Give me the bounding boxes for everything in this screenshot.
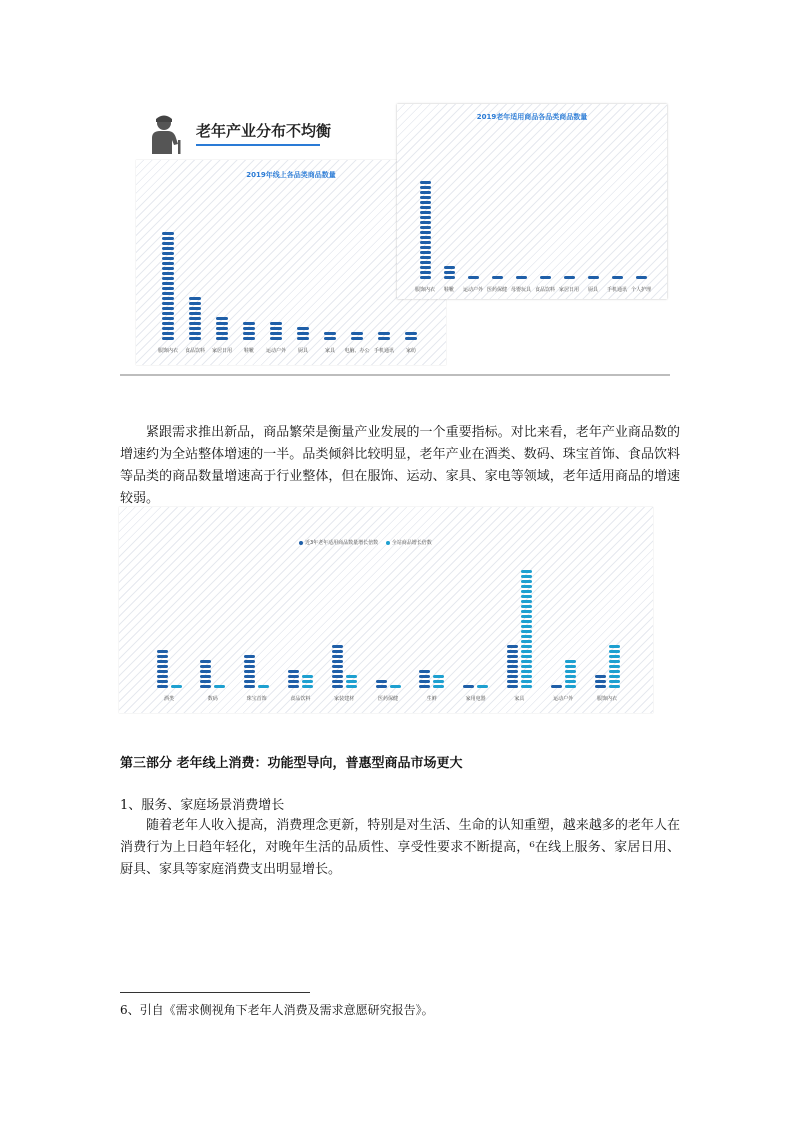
bar-segment [243,337,255,340]
bar-segment [419,685,430,688]
bar-segment [189,307,201,310]
bar-segment [302,685,313,688]
bar-segment [270,322,282,325]
bar-segment [162,287,174,290]
bar-segment [420,201,431,204]
bar-segment [346,675,357,678]
bar-segment [297,327,309,330]
paragraph: 紧跟需求推出新品，商品繁荣是衡量产业发展的一个重要指标。对比来看，老年产业商品数的增速约为全站整体增速的一半。品类倾斜比较明显，老年产业在酒类、数码、珠宝首饰、食品饮料等品类的商品数量增速高于行业整体，但在服饰、运动、家具、家电等领域，老年适用商品的增速较弱。 [120,425,680,506]
bar-segment [565,685,576,688]
section-title: 第三部分 老年线上消费：功能型导向，普惠型商品市场更大 [120,756,463,771]
bar-segment [302,680,313,683]
bar-segment [609,665,620,668]
bar-segment [216,337,228,340]
bar-segment [468,276,479,279]
category-label: 运动户外 [462,287,484,293]
bar-segment [157,670,168,673]
bar-segment [609,650,620,653]
bar-segment [332,680,343,683]
bar-segment [243,332,255,335]
bar-segment [157,680,168,683]
bar-segment [332,655,343,658]
bar-segment [288,680,299,683]
bar-segment [200,660,211,663]
bar-segment [609,655,620,658]
bar-segment [216,327,228,330]
bar-segment [565,680,576,683]
category-label: 家居日用 [558,287,580,293]
bar-segment [157,665,168,668]
category-label: 运动户外 [553,696,574,702]
bar-segment [507,665,518,668]
category-label: 服饰内衣 [157,348,179,354]
bar-segment [595,685,606,688]
category-label: 珠宝首饰 [246,696,267,702]
bar-segment [376,685,387,688]
bar-segment [162,327,174,330]
legend-label: 近3年老年适用商品数量增长倍数 [305,540,379,546]
bar-segment [419,670,430,673]
bar-segment [162,297,174,300]
bar-segment [609,685,620,688]
bar-segment [521,630,532,633]
bar-segment [507,650,518,653]
bar-segment [157,675,168,678]
bar-segment [297,332,309,335]
bar-segment [564,276,575,279]
bar-segment [521,625,532,628]
bar-segment [420,256,431,259]
bar-segment [609,680,620,683]
bar-segment [258,685,269,688]
bar-segment [332,670,343,673]
bar-segment [157,685,168,688]
bar-segment [565,660,576,663]
bar-segment [244,660,255,663]
footnote: 6、引自《需求侧视角下老年人消费及需求意愿研究报告》。 [120,1003,434,1017]
bar-segment [444,271,455,274]
bar-segment [420,251,431,254]
bar-segment [302,675,313,678]
bar-segment [420,226,431,229]
bar-segment [636,276,647,279]
category-label: 食品饮料 [184,348,206,354]
bar-segment [189,337,201,340]
bar-segment [332,650,343,653]
category-label: 厨具 [587,287,599,293]
bar-segment [332,645,343,648]
legend-label: 全站商品增长倍数 [391,540,432,546]
bar-segment [420,271,431,274]
bar-segment [521,650,532,653]
bar-segment [243,327,255,330]
bar-segment [162,317,174,320]
bar-segment [420,186,431,189]
bar-segment [507,655,518,658]
bar-segment [162,272,174,275]
bar-segment [463,685,474,688]
bar-segment [332,660,343,663]
category-label: 电脑、办公 [344,348,370,354]
bar-segment [189,312,201,315]
bar-segment [288,675,299,678]
bar-segment [521,670,532,673]
bar-segment [420,196,431,199]
bar-segment [216,322,228,325]
bar-segment [540,276,551,279]
chart-bars [397,104,667,299]
bar-segment [162,307,174,310]
category-label: 鞋靴 [443,287,455,293]
category-label: 生鲜 [426,696,437,702]
bar-segment [200,680,211,683]
category-label: 厨具 [297,348,309,354]
bar-segment [324,337,336,340]
bar-segment [521,600,532,603]
bar-segment [378,337,390,340]
bar-segment [588,276,599,279]
chart-title: 2019老年适用商品各品类商品数量 [476,113,588,121]
bar-segment [157,655,168,658]
category-label: 服饰内衣 [596,696,618,702]
bar-segment [346,680,357,683]
footnote-rule [120,992,310,993]
bar-segment [609,675,620,678]
bar-segment [332,665,343,668]
bar-segment [332,685,343,688]
bar-segment [162,247,174,250]
bar-segment [521,660,532,663]
bar-segment [420,221,431,224]
category-label: 运动户外 [265,348,287,354]
category-label: 家纺 [405,348,417,354]
bar-segment [378,332,390,335]
bar-segment [521,640,532,643]
bar-segment [216,332,228,335]
category-label: 服饰内衣 [414,287,436,293]
bar-segment [157,650,168,653]
bar-segment [189,302,201,305]
bar-segment [270,337,282,340]
bar-segment [214,685,225,688]
bar-segment [420,266,431,269]
bar-segment [189,322,201,325]
bar-segment [492,276,503,279]
bar-segment [507,675,518,678]
bar-segment [521,665,532,668]
bar-segment [507,670,518,673]
chart-growth-multiple [119,507,653,713]
category-label: 手机通讯 [606,287,628,293]
bar-segment [244,685,255,688]
bar-segment [297,337,309,340]
elderly-person-icon [144,114,188,156]
bar-segment [507,685,518,688]
bar-segment [420,211,431,214]
bar-segment [162,322,174,325]
category-label: 手机通讯 [373,348,395,354]
bar-segment [162,332,174,335]
bar-segment [551,685,562,688]
category-label: 家具 [514,696,525,702]
banner-title: 老年产业分布不均衡 [196,122,332,140]
bar-segment [162,337,174,340]
bar-segment [171,685,182,688]
bar-segment [244,655,255,658]
bar-segment [162,292,174,295]
bar-segment [595,680,606,683]
bar-segment [351,337,363,340]
category-label: 家装建材 [334,696,355,702]
category-label: 医药保健 [486,287,508,293]
bar-segment [420,246,431,249]
bar-segment [420,261,431,264]
bar-segment [419,680,430,683]
bar-segment [244,665,255,668]
category-label: 鞋靴 [243,348,255,354]
bar-segment [420,216,431,219]
bar-segment [521,615,532,618]
category-label: 食品饮料 [534,287,556,293]
bar-segment [244,670,255,673]
bar-segment [351,332,363,335]
bar-segment [244,680,255,683]
bar-segment [270,332,282,335]
bar-segment [162,267,174,270]
divider [120,374,670,376]
bar-segment [405,337,417,340]
bar-segment [521,575,532,578]
bar-segment [162,312,174,315]
bar-segment [521,635,532,638]
bar-segment [189,327,201,330]
bar-segment [162,302,174,305]
bar-segment [507,645,518,648]
bar-segment [521,685,532,688]
bar-segment [433,680,444,683]
banner-underline [196,144,320,146]
category-label: 医药保健 [377,696,399,702]
bar-segment [477,685,488,688]
bar-segment [521,655,532,658]
category-label: 数码 [207,696,218,702]
bar-segment [162,282,174,285]
category-label: 食品饮料 [290,696,311,702]
bar-segment [521,680,532,683]
bar-segment [243,322,255,325]
bar-segment [521,605,532,608]
bar-segment [200,685,211,688]
bar-segment [405,332,417,335]
bar-segment [288,685,299,688]
bar-segment [200,675,211,678]
bar-segment [444,266,455,269]
bar-segment [433,685,444,688]
bar-segment [521,590,532,593]
bar-segment [162,262,174,265]
paragraph: 随着老年人收入提高，消费理念更新，特别是对生活、生命的认知重塑，越来越多的老年人在消费行为上日趋年轻化，对晚年生活的品质性、享受性要求不断提高，⁶在线上服务、家居日用、厨具、家具等家庭消费支出明显增长。 [120,818,680,877]
bar-segment [162,232,174,235]
chart-elderly-category-count [397,104,667,299]
bar-segment [507,660,518,663]
bar-segment [200,665,211,668]
bar-segment [189,297,201,300]
bar-segment [420,236,431,239]
bar-segment [433,675,444,678]
bar-segment [162,252,174,255]
chart-bars [119,507,653,713]
bar-segment [521,620,532,623]
bar-segment [157,660,168,663]
bar-segment [162,257,174,260]
bar-segment [189,332,201,335]
bar-segment [390,685,401,688]
category-label: 酒类 [163,696,175,702]
bar-segment [162,277,174,280]
bar-segment [420,276,431,279]
bar-segment [162,242,174,245]
category-label: 个人护理 [630,287,652,293]
category-label: 母婴玩具 [510,287,532,293]
bar-segment [420,206,431,209]
bar-segment [244,675,255,678]
bar-segment [419,675,430,678]
bar-segment [565,670,576,673]
bar-segment [612,276,623,279]
bar-segment [376,680,387,683]
bar-segment [521,675,532,678]
sub-heading: 1、服务、家庭场景消费增长 [120,798,285,813]
bar-segment [324,332,336,335]
category-label: 家用电器 [465,696,486,702]
bar-segment [216,317,228,320]
bar-segment [521,585,532,588]
bar-segment [162,237,174,240]
category-label: 家居日用 [211,348,233,354]
chart-title: 2019年线上各品类商品数量 [246,171,336,179]
bar-segment [420,191,431,194]
bar-segment [189,317,201,320]
bar-segment [270,327,282,330]
bar-segment [288,670,299,673]
bar-segment [332,675,343,678]
bar-segment [565,675,576,678]
bar-segment [521,610,532,613]
bar-segment [346,685,357,688]
bar-segment [521,645,532,648]
bar-segment [595,675,606,678]
bar-segment [609,670,620,673]
bar-segment [420,231,431,234]
bar-segment [609,660,620,663]
bar-segment [420,241,431,244]
bar-segment [521,580,532,583]
bar-segment [521,595,532,598]
bar-segment [200,670,211,673]
bar-segment [444,276,455,279]
bar-segment [516,276,527,279]
bar-segment [609,645,620,648]
bar-segment [507,680,518,683]
bar-segment [420,181,431,184]
category-label: 家具 [324,348,336,354]
bar-segment [565,665,576,668]
bar-segment [521,570,532,573]
banner [140,112,370,158]
